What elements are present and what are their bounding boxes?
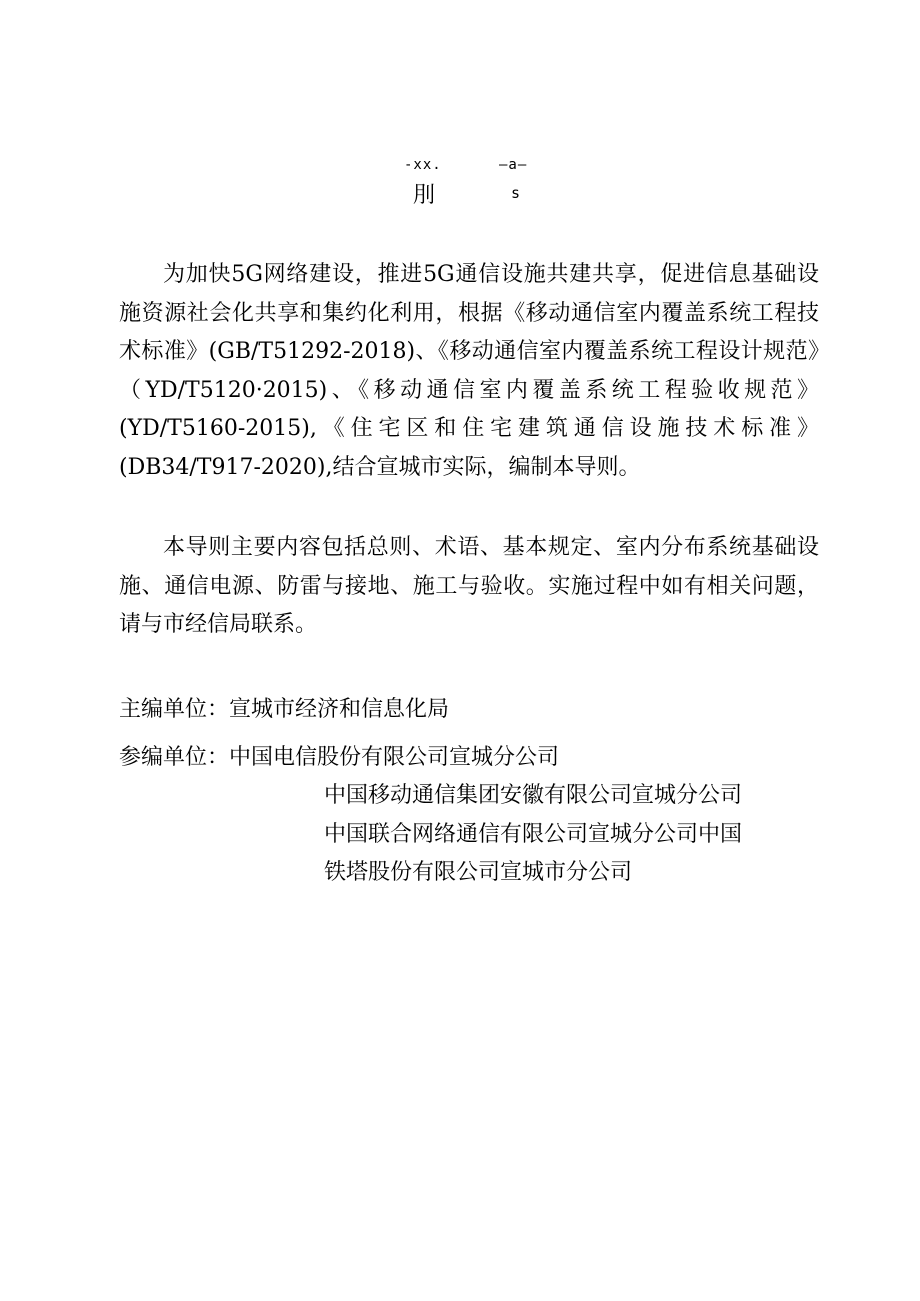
header-mark-right: –a– — [499, 157, 528, 173]
chief-editor-label: 主编单位： — [119, 697, 230, 722]
foreword-body — [119, 256, 819, 487]
co-editor-first: 中国电信股份有限公司宣城分公司 — [229, 744, 560, 770]
foreword-paragraph-1: 为加快5G网络建设，推进5G通信设施共建共享，促进信息基础设施资源社会化共享和集约化利用，根据《移动通信室内覆盖系统工程技术标准》(GB/T51292-2018)、《移动通信室内覆盖系统工程设计规范》（YD/T5120·2015)、《移动通信室内覆盖系统工程验收规范》(YD/T5160-2015),《住宅区和住宅建筑通信设施技术标准》(DB34/T917-2020),结合宣城市实际，编制本导则。 — [119, 262, 819, 480]
section-title-char: 刖 — [413, 183, 436, 208]
foreword-body-2 — [119, 529, 819, 645]
chief-editor-value: 宣城市经济和信息化局 — [229, 697, 450, 722]
foreword-paragraph-2: 本导则主要内容包括总则、术语、基本规定、室内分布系统基础设施、通信电源、防雷与接地、施工与验收。实施过程中如有相关问题，请与市经信局联系。 — [119, 535, 819, 637]
editor-units — [119, 691, 819, 893]
co-editor-line-3: 铁塔股份有限公司宣城市分公司 — [324, 860, 633, 885]
co-editor-line-1: 中国移动通信集团安徽有限公司宣城分公司 — [324, 783, 743, 808]
chief-editor-row — [119, 691, 819, 730]
co-editor-row — [119, 739, 819, 778]
co-editor-label: 参编单位： — [119, 744, 230, 770]
section-title-s: s — [511, 184, 521, 202]
co-editor-line-2: 中国联合网络通信有限公司宣城分公司中国 — [324, 821, 743, 847]
header-mark-left: -xx. — [404, 157, 442, 173]
